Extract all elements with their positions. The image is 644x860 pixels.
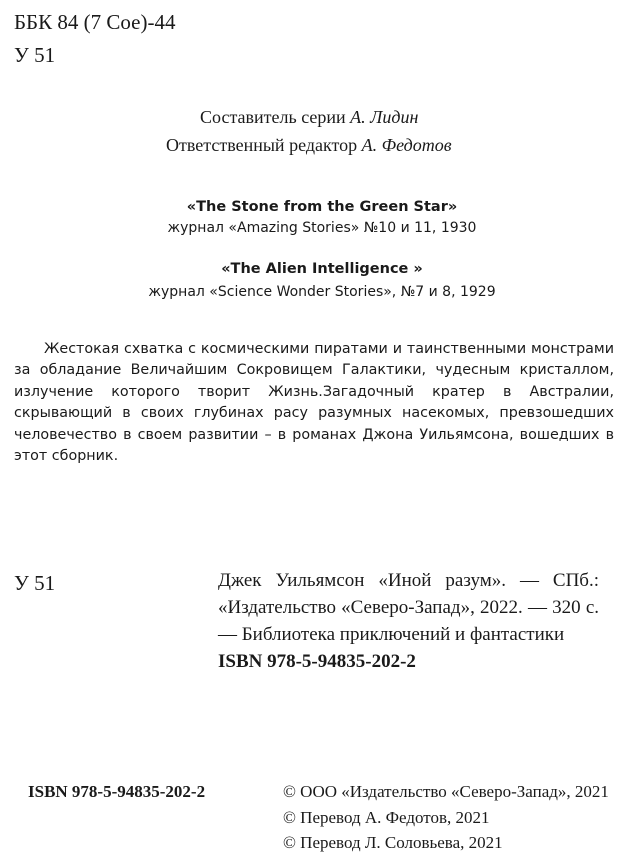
source-detail-2: журнал «Science Wonder Stories», №7 и 8, 1929 [148,284,496,300]
annotation [14,339,614,467]
source-title-1: «The Stone from the Green Star» [186,199,458,215]
copyright-publisher: © ООО «Издательство «Северо-Запад», 2021 [283,782,609,801]
udk-code: У 51 [14,43,56,67]
catalog-isbn: ISBN 978-5-94835-202-2 [218,651,416,672]
annotation-text: Жестокая схватка с космическими пиратами и таинственными монстрами за обладание Величайшим Сокровищем Галактики, чудесным кристаллом, излучение которого творит Жизнь.Загадочный кратер в Австралии, скрывающий в своих глубинах расу разумных насекомых, превзошедших человечество в своем развитии – в романах Джона Уильямсона, вошедших в этот сборник. [14,341,614,465]
editor-role: Ответственный редактор [166,135,358,155]
catalog-card [218,567,599,675]
source-detail-1: журнал «Amazing Stories» №10 и 11, 1930 [167,220,477,236]
responsible-editor [166,132,452,158]
source-title-2: «The Alien Intelligence » [221,261,423,277]
bbk-code: ББК 84 (7 Сое)-44 [14,10,176,34]
copyright-block [283,779,609,856]
copyright-translation-solovieva: © Перевод Л. Соловьева, 2021 [283,833,503,852]
compiler-name: А. Лидин [350,107,419,127]
catalog-code: У 51 [14,571,56,595]
compiler-role: Составитель серии [200,107,346,127]
catalog-entry: Джек Уильямсон «Иной разум». — СПб.: «Издательство «Северо-Запад», 2022. — 320 с. — Библиотека приключений и фантастики [218,570,599,645]
editor-name: А. Федотов [361,135,452,155]
copyright-translation-fedotov: © Перевод А. Федотов, 2021 [283,807,490,827]
series-compiler [200,104,418,130]
footer-isbn: ISBN 978-5-94835-202-2 [28,782,206,801]
